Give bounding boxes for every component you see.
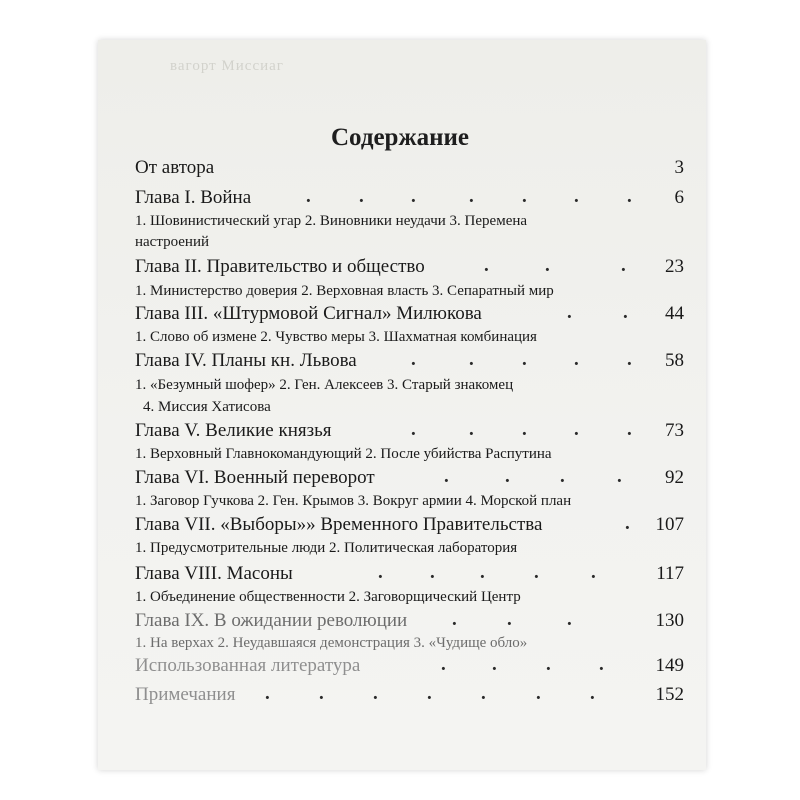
leader-dot: .: [545, 255, 550, 276]
toc-subsection: 1. Верховный Главнокомандующий 2. После убийства Распутина: [135, 446, 552, 462]
toc-page-number: 130: [655, 610, 684, 631]
toc-page-number: 44: [665, 303, 684, 324]
toc-subsection: 1. Заговор Гучкова 2. Ген. Крымов 3. Вокруг армии 4. Морской план: [135, 493, 572, 509]
toc-entry-label: Глава II. Правительство и общество: [135, 256, 425, 277]
leader-dot: .: [427, 683, 432, 704]
leader-dot: .: [567, 302, 572, 323]
leader-dot: .: [621, 255, 626, 276]
toc-subsection: 1. Шовинистический угар 2. Виновники неудачи 3. Перемена: [135, 213, 528, 229]
leader-dot: .: [625, 513, 630, 534]
leader-dot: .: [430, 562, 435, 583]
toc-entry-label: Глава VII. «Выборы»» Временного Правительства: [135, 514, 543, 535]
leader-dot: .: [627, 349, 632, 370]
leader-dot: .: [319, 683, 324, 704]
toc-entry-label: Глава I. Война: [135, 187, 252, 208]
leader-dot: .: [452, 609, 457, 630]
toc-entry-label: Глава VI. Военный переворот: [135, 467, 375, 488]
leader-dot: .: [469, 419, 474, 440]
toc-page-number: 58: [665, 350, 684, 371]
leader-dot: .: [617, 466, 622, 487]
leader-dot: .: [492, 654, 497, 675]
toc-page-number: 149: [655, 655, 684, 676]
leader-dot: .: [599, 654, 604, 675]
leader-dot: .: [481, 683, 486, 704]
leader-dot: .: [469, 349, 474, 370]
toc-entry-label: Примечания: [135, 684, 236, 705]
leader-dot: .: [590, 683, 595, 704]
leader-dot: .: [378, 562, 383, 583]
toc-entry-label: Глава IX. В ожидании революции: [135, 610, 408, 631]
leader-dot: .: [359, 186, 364, 207]
toc-subsection: 1. Министерство доверия 2. Верховная власть 3. Сепаратный мир: [135, 283, 554, 299]
leader-dot: .: [591, 562, 596, 583]
leader-dot: .: [567, 609, 572, 630]
leader-dot: .: [411, 186, 416, 207]
toc-page-number: 92: [665, 467, 684, 488]
toc-page-number: 3: [674, 157, 684, 178]
leader-dot: .: [507, 609, 512, 630]
leader-dot: .: [444, 466, 449, 487]
leader-dot: .: [627, 419, 632, 440]
toc-page-number: 73: [665, 420, 684, 441]
toc-subsection: 1. Предусмотрительные люди 2. Политическая лаборатория: [135, 540, 518, 556]
leader-dot: .: [373, 683, 378, 704]
leader-dot: .: [574, 419, 579, 440]
leader-dot: .: [411, 349, 416, 370]
leader-dot: .: [411, 419, 416, 440]
leader-dot: .: [522, 419, 527, 440]
toc-subsection: 1. Объединение общественности 2. Заговорщический Центр: [135, 589, 521, 605]
leader-dot: .: [265, 683, 270, 704]
toc-entry-label: Глава III. «Штурмовой Сигнал» Милюкова: [135, 303, 482, 324]
leader-dot: .: [627, 186, 632, 207]
toc-subsection: 4. Миссия Хатисова: [143, 399, 271, 415]
leader-dot: .: [623, 302, 628, 323]
bleed-through-text: вагорт Миссиаг: [170, 58, 284, 74]
toc-subsection: 1. «Безумный шофер» 2. Ген. Алексеев 3. Старый знакомец: [135, 377, 514, 393]
leader-dot: .: [536, 683, 541, 704]
leader-dot: .: [469, 186, 474, 207]
leader-dot: .: [441, 654, 446, 675]
toc-page-number: 6: [674, 187, 684, 208]
leader-dot: .: [484, 255, 489, 276]
toc-page-number: 117: [656, 563, 684, 584]
leader-dot: .: [574, 186, 579, 207]
leader-dot: .: [574, 349, 579, 370]
toc-page-number: 152: [655, 684, 684, 705]
leader-dot: .: [522, 349, 527, 370]
toc-subsection: настроений: [135, 234, 210, 250]
toc-entry-label: Использованная литература: [135, 655, 361, 676]
toc-entry-label: Глава IV. Планы кн. Львова: [135, 350, 357, 371]
leader-dot: .: [560, 466, 565, 487]
toc-entry-label: Глава VIII. Масоны: [135, 563, 293, 584]
leader-dot: .: [480, 562, 485, 583]
leader-dot: .: [534, 562, 539, 583]
toc-entry-label: От автора: [135, 157, 215, 178]
leader-dot: .: [306, 186, 311, 207]
toc-page-number: 107: [655, 514, 684, 535]
toc-page-number: 23: [665, 256, 684, 277]
page-title: Содержание: [330, 124, 469, 151]
leader-dot: .: [522, 186, 527, 207]
toc-entry-label: Глава V. Великие князья: [135, 420, 332, 441]
toc-subsection: 1. Слово об измене 2. Чувство меры 3. Шахматная комбинация: [135, 329, 537, 345]
leader-dot: .: [546, 654, 551, 675]
toc-subsection: 1. На верхах 2. Неудавшаяся демонстрация 3. «Чудище обло»: [135, 635, 528, 651]
leader-dot: .: [505, 466, 510, 487]
